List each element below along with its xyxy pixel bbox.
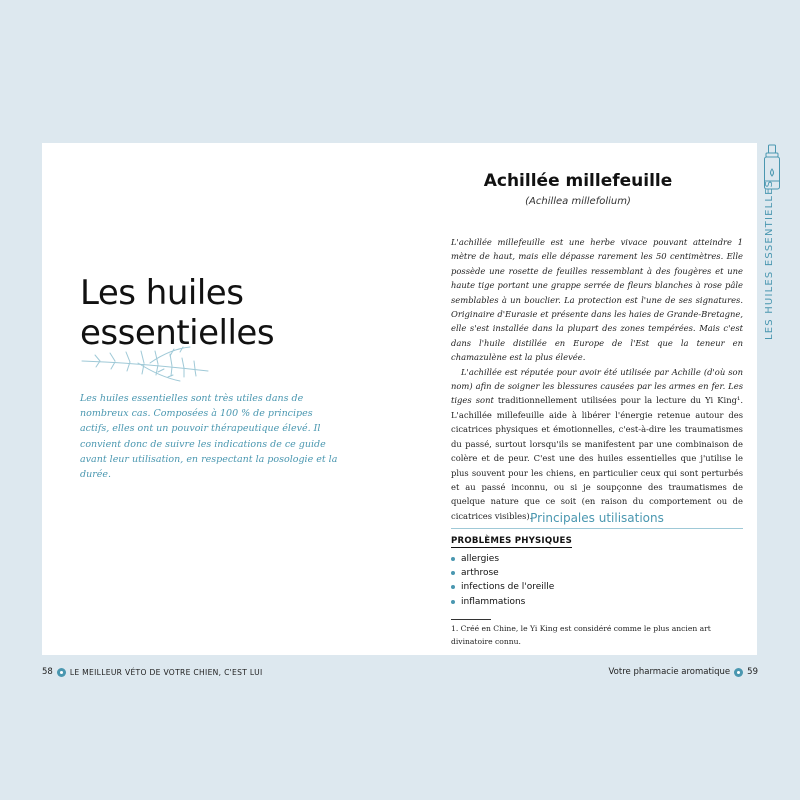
side-tab-label: LES HUILES ESSENTIELLES bbox=[764, 179, 775, 340]
running-head-left: LE MEILLEUR VÉTO DE VOTRE CHIEN, C'EST LUI bbox=[69, 667, 263, 677]
chapter-intro: Les huiles essentielles sont très utiles dans de nombreux cas. Composées à 100 % de principes actifs, elles ont un pouvoir thérapeutique élevé. Il convient donc de suivre les indications de ce guide avant leur utilisation, en respectant la posologie et la durée. bbox=[80, 393, 338, 481]
chapter-title bbox=[80, 273, 274, 353]
plant-description bbox=[451, 235, 743, 523]
chapter-title-line2: essentielles bbox=[80, 313, 275, 353]
chapter-title-line1: Les huiles bbox=[80, 273, 244, 313]
page-number-right: 59 bbox=[747, 667, 758, 677]
herb-sprig-icon bbox=[80, 343, 210, 383]
uses-list bbox=[451, 552, 554, 609]
left-page bbox=[42, 143, 399, 655]
folio-left bbox=[42, 667, 262, 677]
list-item: arthrose bbox=[451, 566, 554, 580]
bullet-dot-icon bbox=[57, 668, 66, 677]
footnote-rule bbox=[451, 619, 491, 620]
paragraph-2 bbox=[451, 365, 743, 523]
footnote: 1. Créé en Chine, le Yi King est considéré comme le plus ancien art divinatoire connu. bbox=[451, 624, 711, 646]
list-item: inflammations bbox=[451, 595, 554, 609]
plant-title: Achillée millefeuille bbox=[483, 171, 673, 191]
paragraph-1: L'achillée millefeuille est une herbe vivace pouvant atteindre 1 mètre de haut, mais elle dépasse rarement les 50 centimètres. Elle possède une rosette de feuilles ressemblant à des fougères et une haute tige portant une grappe serrée de fleurs blanches à rose pâle semblables à un bouclier. La protection est l'une de ses signatures. Originaire d'Eurasie et présente dans les haies de Grande-Bretagne, elle s'est installée dans la plupart des zones tempérées. Mais c'est dans l'huile distillée en Europe de l'Est que la teneur en chamazulène est la plus élevée. bbox=[451, 237, 743, 363]
list-item: allergies bbox=[451, 552, 554, 566]
folio-right bbox=[609, 667, 758, 677]
bullet-dot-icon bbox=[734, 668, 743, 677]
plant-latin-name: (Achillea millefolium) bbox=[525, 196, 631, 207]
book-spread bbox=[42, 143, 757, 655]
page-number-left: 58 bbox=[42, 667, 53, 677]
running-head-right: Votre pharmacie aromatique bbox=[608, 667, 731, 677]
paragraph-2-roman: traditionnellement utilisées pour la lecture du Yi King¹. L'achillée millefeuille aide à libérer l'énergie retenue autour des cicatrices physiques et émotionnelles, c'est-à-dire les traumatismes du passé, surtout lorsqu'ils se manifestent par une combinaison de colère et de peur. C'est une des huiles essentielles que j'utilise le plus souvent pour les chiens, en particulier ceux qui sont perturbés et au passé inconnu, ou si je soupçonne des traumatismes de quelque nature que ce soit (en raison du comportement ou de cicatrices visibles). bbox=[451, 395, 743, 521]
paragraph-2-italic: L'achillée est réputée pour avoir été utilisée par Achille (d'où son nom) afin de soigner les blessures causées par les armes en fer. Les tiges sont bbox=[451, 366, 743, 406]
list-item: infections de l'oreille bbox=[451, 580, 554, 594]
subsection-title-physical: PROBLÈMES PHYSIQUES bbox=[451, 536, 572, 546]
right-page bbox=[399, 143, 757, 655]
section-title-uses: Principales utilisations bbox=[451, 511, 743, 529]
